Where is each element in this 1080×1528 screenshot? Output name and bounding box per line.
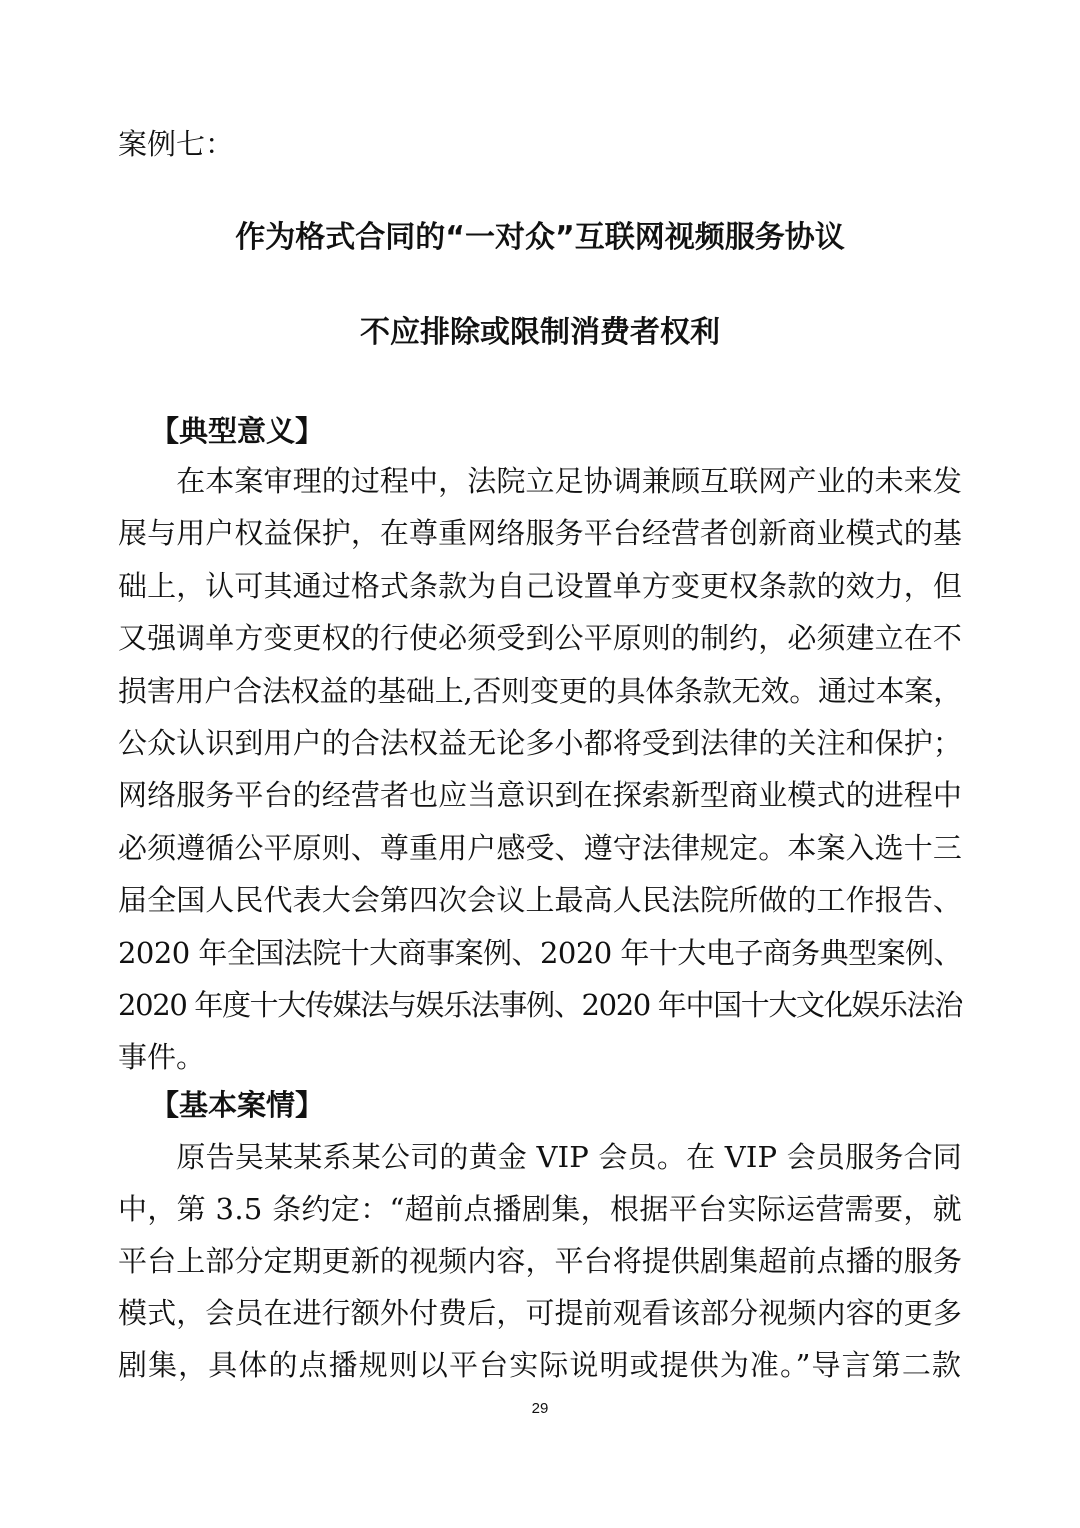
paragraph-line: 网络服务平台的经营者也应当意识到在探索新型商业模式的进程中	[118, 778, 962, 813]
case-label: 案例七：	[118, 127, 235, 161]
title-line-2: 不应排除或限制消费者权利	[360, 315, 720, 350]
paragraph-line: 原告吴某某系某公司的黄金 VIP 会员。在 VIP 会员服务合同	[118, 1140, 962, 1174]
page-number: 29	[531, 1400, 549, 1417]
paragraph-line: 必须遵循公平原则、尊重用户感受、遵守法律规定。本案入选十三	[118, 830, 962, 865]
section-heading-significance: 【典型意义】	[150, 414, 325, 448]
paragraph-line: 公众认识到用户的合法权益无论多小都将受到法律的关注和保护；	[118, 726, 962, 760]
paragraph-line: 展与用户权益保护，在尊重网络服务平台经营者创新商业模式的基	[118, 516, 962, 551]
paragraph-line: 又强调单方变更权的行使必须受到公平原则的制约，必须建立在不	[118, 621, 962, 656]
paragraph-line: 事件。	[118, 1040, 206, 1075]
section-heading-facts: 【基本案情】	[150, 1088, 325, 1122]
paragraph-line: 模式，会员在进行额外付费后，可提前观看该部分视频内容的更多	[118, 1296, 962, 1330]
paragraph-line: 届全国人民代表大会第四次会议上最高人民法院所做的工作报告、	[118, 883, 962, 918]
paragraph-line: 剧集，具体的点播规则以平台实际说明或提供为准。”导言第二款	[118, 1348, 962, 1382]
paragraph-line: 在本案审理的过程中，法院立足协调兼顾互联网产业的未来发	[118, 464, 962, 498]
paragraph-line: 损害用户合法权益的基础上,否则变更的具体条款无效。通过本案，	[118, 673, 962, 708]
paragraph-line: 中，第 3.5 条约定：“超前点播剧集，根据平台实际运营需要，就	[118, 1192, 962, 1226]
paragraph-line: 平台上部分定期更新的视频内容，平台将提供剧集超前点播的服务	[118, 1244, 962, 1278]
paragraph-line: 础上，认可其通过格式条款为自己设置单方变更权条款的效力，但	[118, 568, 962, 603]
title-line-1: 作为格式合同的“一对众”互联网视频服务协议	[235, 220, 845, 255]
paragraph-line: 2020 年全国法院十大商事案例、2020 年十大电子商务典型案例、	[118, 935, 962, 970]
paragraph-line: 2020 年度十大传媒法与娱乐法事例、2020 年中国十大文化娱乐法治	[118, 988, 962, 1022]
